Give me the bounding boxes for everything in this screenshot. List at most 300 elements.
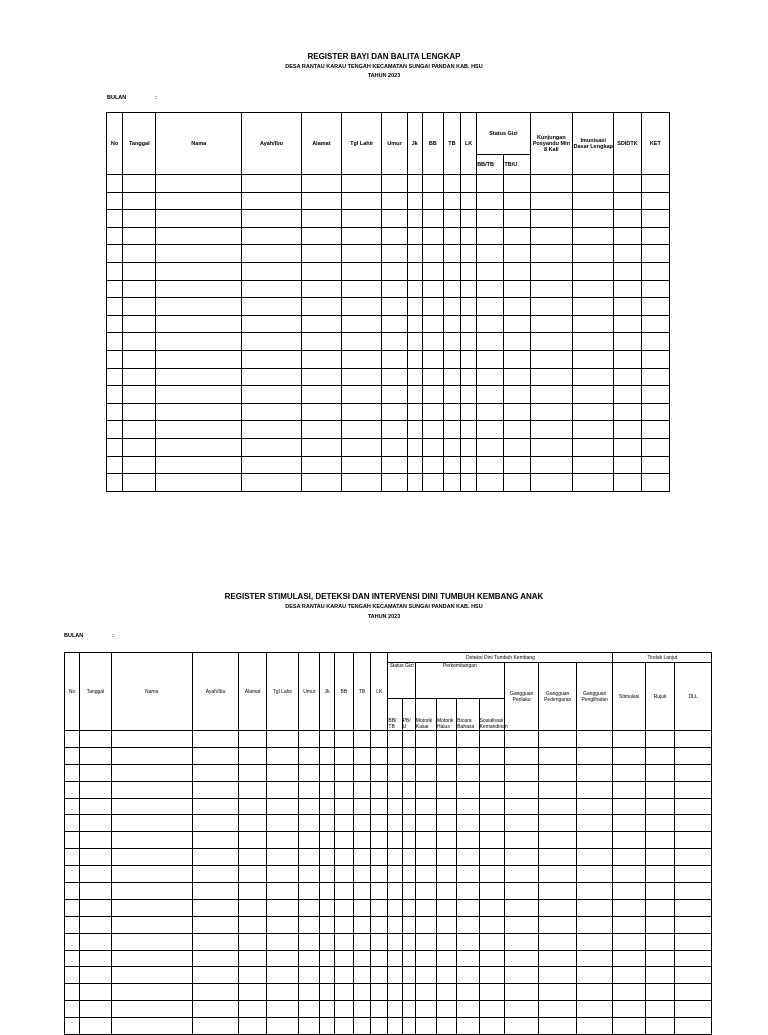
register2-cell[interactable]	[437, 883, 457, 900]
register2-cell[interactable]	[334, 764, 353, 781]
register2-cell[interactable]	[299, 883, 320, 900]
register2-cell[interactable]	[504, 764, 538, 781]
register2-cell[interactable]	[576, 798, 613, 815]
register1-cell[interactable]	[382, 438, 407, 456]
register2-cell[interactable]	[80, 747, 111, 764]
register2-cell[interactable]	[576, 866, 613, 883]
register1-cell[interactable]	[443, 333, 460, 351]
register2-cell[interactable]	[371, 798, 388, 815]
register2-cell[interactable]	[65, 866, 80, 883]
register2-cell[interactable]	[299, 967, 320, 984]
register1-cell[interactable]	[614, 403, 641, 421]
register1-cell[interactable]	[461, 386, 477, 404]
register2-cell[interactable]	[539, 764, 577, 781]
register1-cell[interactable]	[530, 368, 572, 386]
register1-cell[interactable]	[641, 350, 669, 368]
register1-cell[interactable]	[107, 421, 123, 439]
register2-cell[interactable]	[479, 815, 504, 832]
register2-cell[interactable]	[415, 764, 436, 781]
register2-cell[interactable]	[80, 764, 111, 781]
register1-cell[interactable]	[301, 438, 341, 456]
register1-cell[interactable]	[242, 175, 302, 193]
register2-cell[interactable]	[613, 764, 645, 781]
register1-cell[interactable]	[443, 438, 460, 456]
register2-cell[interactable]	[111, 883, 192, 900]
register2-cell[interactable]	[675, 832, 712, 849]
register2-cell[interactable]	[539, 1018, 577, 1035]
register2-cell[interactable]	[645, 984, 674, 1001]
register1-cell[interactable]	[242, 210, 302, 228]
register2-cell[interactable]	[675, 984, 712, 1001]
register1-cell[interactable]	[477, 192, 504, 210]
register2-cell[interactable]	[415, 731, 436, 748]
register2-cell[interactable]	[645, 933, 674, 950]
register1-cell[interactable]	[407, 262, 422, 280]
register2-cell[interactable]	[576, 883, 613, 900]
register1-cell[interactable]	[382, 474, 407, 492]
register1-cell[interactable]	[443, 227, 460, 245]
register2-cell[interactable]	[539, 883, 577, 900]
register2-cell[interactable]	[239, 916, 266, 933]
register2-cell[interactable]	[645, 781, 674, 798]
register1-cell[interactable]	[242, 368, 302, 386]
register1-cell[interactable]	[504, 421, 530, 439]
register2-cell[interactable]	[415, 781, 436, 798]
register2-cell[interactable]	[353, 1001, 370, 1018]
register1-cell[interactable]	[382, 403, 407, 421]
register1-cell[interactable]	[443, 298, 460, 316]
register2-cell[interactable]	[645, 849, 674, 866]
register1-cell[interactable]	[641, 386, 669, 404]
register1-cell[interactable]	[156, 386, 242, 404]
register1-cell[interactable]	[477, 474, 504, 492]
register2-cell[interactable]	[388, 798, 402, 815]
register1-cell[interactable]	[123, 474, 156, 492]
register1-cell[interactable]	[156, 350, 242, 368]
register1-cell[interactable]	[107, 456, 123, 474]
register2-cell[interactable]	[402, 984, 415, 1001]
register2-cell[interactable]	[479, 916, 504, 933]
register2-cell[interactable]	[334, 916, 353, 933]
register2-cell[interactable]	[388, 916, 402, 933]
register1-cell[interactable]	[242, 298, 302, 316]
register2-cell[interactable]	[371, 984, 388, 1001]
register1-cell[interactable]	[443, 262, 460, 280]
register2-cell[interactable]	[645, 815, 674, 832]
register2-cell[interactable]	[613, 815, 645, 832]
register2-cell[interactable]	[353, 781, 370, 798]
register2-cell[interactable]	[266, 933, 298, 950]
register2-cell[interactable]	[645, 883, 674, 900]
register1-cell[interactable]	[107, 474, 123, 492]
register2-cell[interactable]	[613, 916, 645, 933]
register2-cell[interactable]	[239, 883, 266, 900]
register2-cell[interactable]	[576, 849, 613, 866]
register1-cell[interactable]	[156, 421, 242, 439]
register1-cell[interactable]	[443, 192, 460, 210]
register1-cell[interactable]	[504, 280, 530, 298]
register1-cell[interactable]	[573, 280, 614, 298]
register2-cell[interactable]	[239, 933, 266, 950]
register2-cell[interactable]	[320, 933, 334, 950]
register1-cell[interactable]	[301, 350, 341, 368]
register1-cell[interactable]	[573, 210, 614, 228]
register1-cell[interactable]	[301, 245, 341, 263]
register1-cell[interactable]	[107, 175, 123, 193]
register2-cell[interactable]	[320, 798, 334, 815]
register2-cell[interactable]	[353, 967, 370, 984]
register1-cell[interactable]	[530, 175, 572, 193]
register2-cell[interactable]	[353, 933, 370, 950]
register1-cell[interactable]	[530, 474, 572, 492]
register2-cell[interactable]	[266, 1018, 298, 1035]
register2-cell[interactable]	[65, 747, 80, 764]
register1-cell[interactable]	[107, 280, 123, 298]
register1-cell[interactable]	[530, 403, 572, 421]
register1-cell[interactable]	[123, 298, 156, 316]
register2-cell[interactable]	[192, 916, 239, 933]
register1-cell[interactable]	[107, 350, 123, 368]
register2-cell[interactable]	[479, 967, 504, 984]
register1-cell[interactable]	[123, 333, 156, 351]
register1-cell[interactable]	[461, 456, 477, 474]
register1-cell[interactable]	[443, 245, 460, 263]
register2-cell[interactable]	[239, 1018, 266, 1035]
register1-cell[interactable]	[107, 403, 123, 421]
register1-cell[interactable]	[477, 456, 504, 474]
register2-cell[interactable]	[353, 899, 370, 916]
register2-cell[interactable]	[613, 883, 645, 900]
register1-cell[interactable]	[461, 315, 477, 333]
register1-cell[interactable]	[477, 438, 504, 456]
register2-cell[interactable]	[192, 899, 239, 916]
register1-cell[interactable]	[422, 438, 443, 456]
register1-cell[interactable]	[477, 315, 504, 333]
register2-cell[interactable]	[457, 916, 479, 933]
register1-cell[interactable]	[301, 175, 341, 193]
register1-cell[interactable]	[301, 227, 341, 245]
register2-cell[interactable]	[504, 984, 538, 1001]
register1-cell[interactable]	[242, 403, 302, 421]
register1-cell[interactable]	[443, 280, 460, 298]
register2-cell[interactable]	[371, 849, 388, 866]
register2-cell[interactable]	[645, 899, 674, 916]
register2-cell[interactable]	[334, 832, 353, 849]
register2-cell[interactable]	[192, 933, 239, 950]
register2-cell[interactable]	[437, 899, 457, 916]
register2-cell[interactable]	[539, 899, 577, 916]
register2-cell[interactable]	[111, 866, 192, 883]
register1-cell[interactable]	[242, 315, 302, 333]
register2-cell[interactable]	[266, 866, 298, 883]
register2-cell[interactable]	[504, 1018, 538, 1035]
register2-cell[interactable]	[353, 731, 370, 748]
register2-cell[interactable]	[299, 950, 320, 967]
register2-cell[interactable]	[299, 899, 320, 916]
register2-cell[interactable]	[80, 916, 111, 933]
register2-cell[interactable]	[266, 815, 298, 832]
register2-cell[interactable]	[266, 899, 298, 916]
register1-cell[interactable]	[301, 210, 341, 228]
register2-cell[interactable]	[479, 798, 504, 815]
register2-cell[interactable]	[334, 883, 353, 900]
register2-cell[interactable]	[504, 747, 538, 764]
register2-cell[interactable]	[320, 1001, 334, 1018]
register1-cell[interactable]	[461, 227, 477, 245]
register2-cell[interactable]	[576, 781, 613, 798]
register2-cell[interactable]	[388, 866, 402, 883]
register2-cell[interactable]	[415, 933, 436, 950]
register1-cell[interactable]	[422, 403, 443, 421]
register1-cell[interactable]	[477, 386, 504, 404]
register2-cell[interactable]	[239, 832, 266, 849]
register2-cell[interactable]	[239, 984, 266, 1001]
register2-cell[interactable]	[479, 933, 504, 950]
register2-cell[interactable]	[437, 798, 457, 815]
register2-cell[interactable]	[675, 866, 712, 883]
register2-cell[interactable]	[645, 967, 674, 984]
register2-cell[interactable]	[320, 899, 334, 916]
register2-cell[interactable]	[65, 832, 80, 849]
register2-cell[interactable]	[415, 967, 436, 984]
register2-cell[interactable]	[353, 849, 370, 866]
register1-cell[interactable]	[242, 333, 302, 351]
register1-cell[interactable]	[382, 280, 407, 298]
register1-cell[interactable]	[530, 333, 572, 351]
register2-cell[interactable]	[479, 849, 504, 866]
register1-cell[interactable]	[530, 438, 572, 456]
register2-cell[interactable]	[334, 798, 353, 815]
register1-cell[interactable]	[382, 368, 407, 386]
register1-cell[interactable]	[156, 438, 242, 456]
register2-cell[interactable]	[402, 832, 415, 849]
register2-cell[interactable]	[299, 1001, 320, 1018]
register1-cell[interactable]	[301, 192, 341, 210]
register1-cell[interactable]	[242, 421, 302, 439]
register2-cell[interactable]	[334, 747, 353, 764]
register2-cell[interactable]	[539, 1001, 577, 1018]
register1-cell[interactable]	[477, 350, 504, 368]
register1-cell[interactable]	[123, 421, 156, 439]
register2-cell[interactable]	[388, 899, 402, 916]
register1-cell[interactable]	[342, 421, 382, 439]
register2-cell[interactable]	[402, 1001, 415, 1018]
register1-cell[interactable]	[641, 175, 669, 193]
register2-cell[interactable]	[80, 1018, 111, 1035]
register1-cell[interactable]	[614, 262, 641, 280]
register1-cell[interactable]	[342, 175, 382, 193]
register1-cell[interactable]	[407, 227, 422, 245]
register1-cell[interactable]	[382, 227, 407, 245]
register2-cell[interactable]	[334, 866, 353, 883]
register1-cell[interactable]	[443, 403, 460, 421]
register2-cell[interactable]	[504, 1001, 538, 1018]
register1-cell[interactable]	[342, 262, 382, 280]
register1-cell[interactable]	[443, 386, 460, 404]
register2-cell[interactable]	[266, 950, 298, 967]
register1-cell[interactable]	[242, 350, 302, 368]
register2-cell[interactable]	[504, 781, 538, 798]
register2-cell[interactable]	[299, 1018, 320, 1035]
register1-cell[interactable]	[342, 474, 382, 492]
register2-cell[interactable]	[334, 781, 353, 798]
register2-cell[interactable]	[320, 849, 334, 866]
register1-cell[interactable]	[301, 421, 341, 439]
register2-cell[interactable]	[504, 866, 538, 883]
register2-cell[interactable]	[80, 984, 111, 1001]
register2-cell[interactable]	[402, 849, 415, 866]
register2-cell[interactable]	[388, 747, 402, 764]
register2-cell[interactable]	[388, 832, 402, 849]
register2-cell[interactable]	[80, 815, 111, 832]
register2-cell[interactable]	[371, 764, 388, 781]
register1-cell[interactable]	[342, 298, 382, 316]
register2-cell[interactable]	[192, 731, 239, 748]
register2-cell[interactable]	[576, 933, 613, 950]
register2-cell[interactable]	[266, 916, 298, 933]
register2-cell[interactable]	[65, 933, 80, 950]
register2-cell[interactable]	[192, 883, 239, 900]
register2-cell[interactable]	[504, 967, 538, 984]
register1-cell[interactable]	[382, 175, 407, 193]
register2-cell[interactable]	[239, 950, 266, 967]
register2-cell[interactable]	[320, 984, 334, 1001]
register1-cell[interactable]	[123, 438, 156, 456]
register1-cell[interactable]	[156, 474, 242, 492]
register1-cell[interactable]	[242, 262, 302, 280]
register1-cell[interactable]	[477, 298, 504, 316]
register2-cell[interactable]	[111, 731, 192, 748]
register2-cell[interactable]	[111, 849, 192, 866]
register2-cell[interactable]	[576, 984, 613, 1001]
register1-cell[interactable]	[641, 456, 669, 474]
register2-cell[interactable]	[645, 731, 674, 748]
register1-cell[interactable]	[422, 280, 443, 298]
register2-cell[interactable]	[645, 866, 674, 883]
register1-cell[interactable]	[123, 175, 156, 193]
register1-cell[interactable]	[641, 210, 669, 228]
register1-cell[interactable]	[530, 210, 572, 228]
register2-cell[interactable]	[415, 849, 436, 866]
register2-cell[interactable]	[192, 815, 239, 832]
register2-cell[interactable]	[65, 984, 80, 1001]
register1-cell[interactable]	[573, 333, 614, 351]
register2-cell[interactable]	[299, 984, 320, 1001]
register2-cell[interactable]	[192, 866, 239, 883]
register1-cell[interactable]	[641, 315, 669, 333]
register1-cell[interactable]	[504, 192, 530, 210]
register1-cell[interactable]	[422, 474, 443, 492]
register1-cell[interactable]	[382, 192, 407, 210]
register1-cell[interactable]	[573, 298, 614, 316]
register2-cell[interactable]	[371, 815, 388, 832]
register1-cell[interactable]	[477, 262, 504, 280]
register2-cell[interactable]	[80, 832, 111, 849]
register1-cell[interactable]	[156, 280, 242, 298]
register1-cell[interactable]	[530, 315, 572, 333]
register2-cell[interactable]	[437, 815, 457, 832]
register1-cell[interactable]	[641, 333, 669, 351]
register2-cell[interactable]	[675, 933, 712, 950]
register1-cell[interactable]	[573, 227, 614, 245]
register2-cell[interactable]	[402, 781, 415, 798]
register1-cell[interactable]	[614, 456, 641, 474]
register1-cell[interactable]	[504, 438, 530, 456]
register2-cell[interactable]	[613, 1001, 645, 1018]
register1-cell[interactable]	[641, 368, 669, 386]
register1-cell[interactable]	[107, 227, 123, 245]
register1-cell[interactable]	[342, 368, 382, 386]
register1-cell[interactable]	[504, 298, 530, 316]
register2-cell[interactable]	[80, 781, 111, 798]
register1-cell[interactable]	[614, 175, 641, 193]
register1-cell[interactable]	[461, 192, 477, 210]
register1-cell[interactable]	[422, 298, 443, 316]
register1-cell[interactable]	[407, 315, 422, 333]
register1-cell[interactable]	[530, 280, 572, 298]
register2-cell[interactable]	[613, 1018, 645, 1035]
register1-cell[interactable]	[530, 227, 572, 245]
register1-cell[interactable]	[530, 456, 572, 474]
register2-cell[interactable]	[353, 747, 370, 764]
register1-cell[interactable]	[477, 245, 504, 263]
register2-cell[interactable]	[415, 984, 436, 1001]
register1-cell[interactable]	[382, 350, 407, 368]
register2-cell[interactable]	[65, 815, 80, 832]
register2-cell[interactable]	[266, 832, 298, 849]
register1-cell[interactable]	[242, 192, 302, 210]
register1-cell[interactable]	[573, 262, 614, 280]
register2-cell[interactable]	[371, 1001, 388, 1018]
register2-cell[interactable]	[457, 781, 479, 798]
register1-cell[interactable]	[422, 227, 443, 245]
register2-cell[interactable]	[353, 866, 370, 883]
register1-cell[interactable]	[530, 386, 572, 404]
register2-cell[interactable]	[479, 781, 504, 798]
register2-cell[interactable]	[353, 832, 370, 849]
register1-cell[interactable]	[504, 403, 530, 421]
register2-cell[interactable]	[402, 866, 415, 883]
register2-cell[interactable]	[437, 933, 457, 950]
register1-cell[interactable]	[422, 175, 443, 193]
register2-cell[interactable]	[353, 1018, 370, 1035]
register2-cell[interactable]	[80, 933, 111, 950]
register2-cell[interactable]	[415, 747, 436, 764]
register1-cell[interactable]	[156, 333, 242, 351]
register2-cell[interactable]	[80, 866, 111, 883]
register1-cell[interactable]	[573, 438, 614, 456]
register2-cell[interactable]	[437, 984, 457, 1001]
register1-cell[interactable]	[443, 350, 460, 368]
register2-cell[interactable]	[437, 781, 457, 798]
register1-cell[interactable]	[443, 210, 460, 228]
register1-cell[interactable]	[461, 262, 477, 280]
register2-cell[interactable]	[504, 950, 538, 967]
register2-cell[interactable]	[576, 764, 613, 781]
register2-cell[interactable]	[437, 1001, 457, 1018]
register1-cell[interactable]	[301, 280, 341, 298]
register2-cell[interactable]	[334, 1001, 353, 1018]
register2-cell[interactable]	[320, 815, 334, 832]
register1-cell[interactable]	[407, 350, 422, 368]
register2-cell[interactable]	[320, 832, 334, 849]
register1-cell[interactable]	[301, 456, 341, 474]
register2-cell[interactable]	[402, 916, 415, 933]
register1-cell[interactable]	[422, 368, 443, 386]
register2-cell[interactable]	[402, 933, 415, 950]
register1-cell[interactable]	[382, 386, 407, 404]
register2-cell[interactable]	[539, 747, 577, 764]
